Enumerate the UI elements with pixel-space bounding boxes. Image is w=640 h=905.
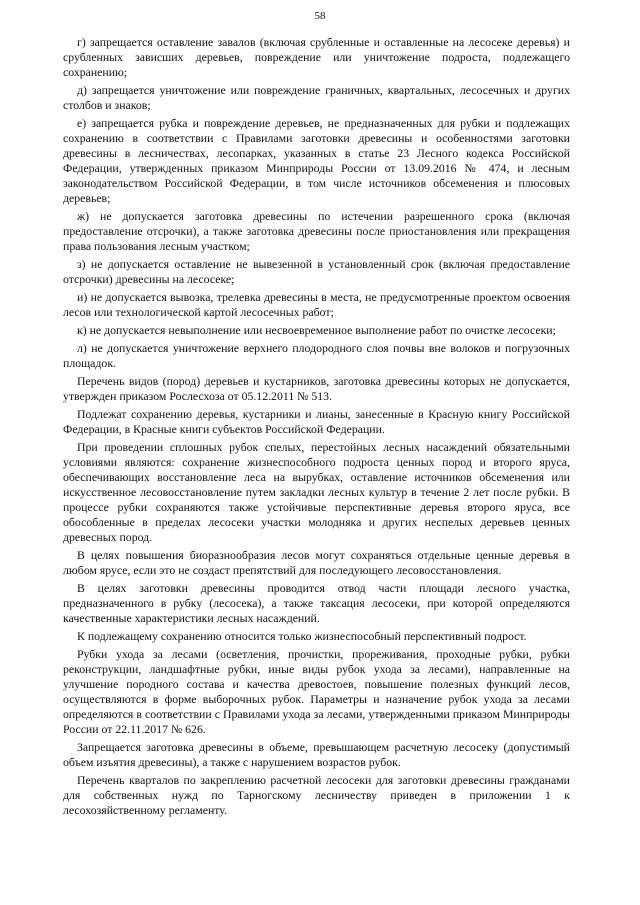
paragraph-zh: ж) не допускается заготовка древесины по истечении разрешенного срока (включая предоставление отсрочки), а также заготовка древесины после приостановления или прекращения права пользования лесным участком; [63,209,570,253]
paragraph-k: к) не допускается невыполнение или несвоевременное выполнение работ по очистке лесосеки; [77,323,556,337]
paragraph-red-book: Подлежат сохранению деревья, кустарники и лианы, занесенные в Красную книгу Российской Федерации, в Красные книги субъектов Российской Федерации. [63,407,570,436]
document-body [63,35,570,821]
paragraph-biodiversity: В целях повышения биоразнообразия лесов могут сохраняться отдельные ценные деревья в любом ярусе, если это не создаст препятствий для последующего лесовосстановления. [63,548,570,577]
paragraph-protected-species: Перечень видов (пород) деревьев и кустарников, заготовка древесины которых не допускается, утвержден приказом Рослесхоза от 05.12.2011 № 513. [63,374,570,403]
paragraph-thinning: Рубки ухода за лесами (осветления, прочистки, прореживания, проходные рубки, рубки реконструкции, ландшафтные рубки, иные виды рубок ухода за лесами), направленные на улучшение породного состава и качества древостоев, повышение полезных функций лесов, осуществляются в форме выборочных рубок. Параметры и назначение рубок ухода за лесами определяются в соответствии с Правилами ухода за лесами, утвержденными приказом Минприроды России от 22.11.2017 № 626. [63,647,570,736]
paragraph-d: д) запрещается уничтожение или повреждение граничных, квартальных, лесосечных и других столбов и знаков; [63,83,570,112]
paragraph-undergrowth: К подлежащему сохранению относится только жизнеспособный перспективный подрост. [77,629,527,643]
paragraph-allotment: В целях заготовки древесины проводится отвод части площади лесного участка, предназначенного в рубку (лесосека), а также таксация лесосеки, при которой определяются качественные характеристики лесных насаждений. [63,581,570,625]
paragraph-e: е) запрещается рубка и повреждение деревьев, не предназначенных для рубки и подлежащих сохранению в соответствии с Правилами заготовки древесины и особенностями заготовки древесины в лесничествах, лесопарках, указанных в статье 23 Лесного кодекса Российской Федерации, утвержденных приказом Минприроды России от 13.09.2016 № 474, и лесным законодательством Российской Федерации, в том числе источников обсеменения и плюсовых деревьев; [63,116,570,205]
page-number: 58 [314,10,326,22]
paragraph-quarters-list: Перечень кварталов по закреплению расчетной лесосеки для заготовки древесины гражданами для собственных нужд по Тарногскому лесничеству приведен в приложении 1 к лесохозяйственному регламенту. [63,773,570,817]
paragraph-z: з) не допускается оставление не вывезенной в установленный срок (включая предоставление отсрочки) древесины на лесосеке; [63,257,570,286]
paragraph-clear-cutting: При проведении сплошных рубок спелых, перестойных лесных насаждений обязательными условиями являются: сохранение жизнеспособного подроста ценных пород и второго яруса, обеспечивающих восстановление леса на вырубках, оставление источников обсеменения или искусственное лесовосстановление путем закладки лесных культур в течение 2 лет после рубки. В процессе рубки сохраняются также устойчивые перспективные деревья второго яруса, все обособленные в пределах лесосеки участки молодняка и других неспелых деревьев ценных древесных пород. [63,440,570,544]
paragraph-volume-limit: Запрещается заготовка древесины в объеме, превышающем расчетную лесосеку (допустимый объем изъятия древесины), а также с нарушением возрастов рубок. [63,740,570,769]
paragraph-g: г) запрещается оставление завалов (включая срубленные и оставленные на лесосеке деревья) и срубленных зависших деревьев, повреждение или уничтожение подроста, подлежащего сохранению; [63,35,570,79]
paragraph-i: и) не допускается вывозка, трелевка древесины в места, не предусмотренные проектом освоения лесов или технологической картой лесосечных работ; [63,290,570,319]
paragraph-l: л) не допускается уничтожение верхнего плодородного слоя почвы вне волоков и погрузочных площадок. [63,341,570,370]
